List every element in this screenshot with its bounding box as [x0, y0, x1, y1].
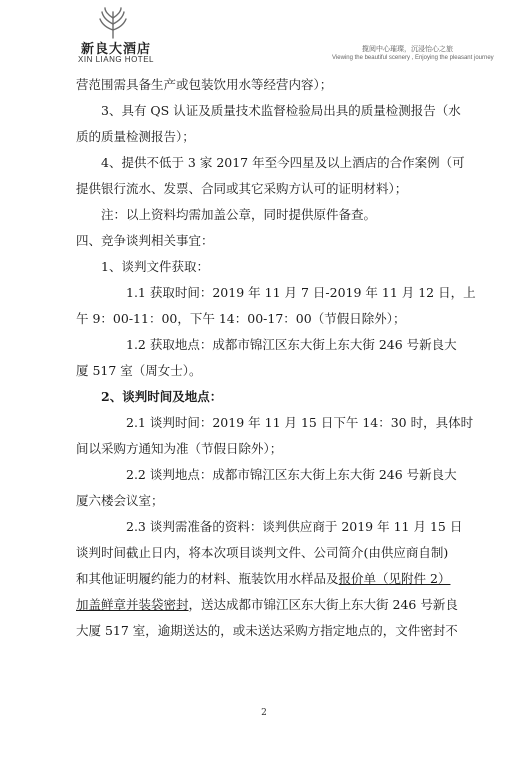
text-line: 1.2 获取地点：成都市锦江区东大街上东大街 246 号新良大	[126, 337, 457, 352]
hotel-logo-icon	[98, 6, 128, 40]
text-line: 谈判时间截止日内，将本次项目谈判文件、公司简介(由供应商自制)	[76, 545, 449, 560]
text-segment: 和其他证明履约能力的材料、瓶装饮用水样品及	[76, 571, 339, 586]
text-line: 大厦 517 室，逾期送达的，或未送达采购方指定地点的，文件密封不	[76, 623, 458, 638]
text-line: 营范围需具备生产或包装饮用水等经营内容）；	[76, 77, 333, 92]
document-body	[76, 72, 476, 644]
note-line: 注：以上资料均需加盖公章，同时提供原件备查。	[101, 207, 377, 222]
requirement-3: 3、具有 QS 认证及质量技术监督检验局出具的质量检测报告（水	[101, 103, 461, 118]
text-line: 1.1 获取时间：2019 年 11 月 7 日-2019 年 11 月 12 日，上	[126, 285, 476, 300]
section-heading: 四、竞争谈判相关事宜：	[76, 233, 214, 248]
text-line: 2.3 谈判需准备的资料：谈判供应商于 2019 年 11 月 15 日	[126, 519, 463, 534]
text-line: 厦 517 室（周女士）。	[76, 363, 202, 378]
letterhead	[0, 0, 528, 70]
slogan-cn: 揽阅中心璀璨，沉浸怡心之旅	[362, 45, 453, 53]
subsection-heading: 1、谈判文件获取：	[101, 259, 209, 274]
text-line	[76, 566, 466, 592]
requirement-4: 4、提供不低于 3 家 2017 年至今四星及以上酒店的合作案例（可	[101, 155, 465, 170]
underlined-text: 加盖鲜章并装袋密封	[76, 597, 189, 612]
text-line: 提供银行流水、发票、合同或其它采购方认可的证明材料）；	[76, 181, 408, 196]
hotel-name-en: XIN LIANG HOTEL	[78, 55, 154, 64]
text-line	[76, 592, 466, 618]
text-line: 厦六楼会议室；	[76, 493, 164, 508]
text-line: 间以采购方通知为准（节假日除外）；	[76, 441, 283, 456]
text-line: 2.2 谈判地点：成都市锦江区东大街上东大街 246 号新良大	[126, 467, 457, 482]
underlined-text: 报价单（见附件 2）	[338, 571, 451, 586]
hotel-name-cn: 新良大酒店	[80, 42, 151, 57]
subsection-heading: 2、谈判时间及地点：	[101, 389, 223, 404]
text-line: 2.1 谈判时间：2019 年 11 月 15 日下午 14：30 时，具体时	[126, 415, 474, 430]
text-line: 午 9：00-11：00，下午 14：00-17：00（节假日除外）；	[76, 311, 406, 326]
text-segment: ，送达成都市锦江区东大街上东大街 246 号新良	[188, 597, 458, 612]
slogan-en: Viewing the beautiful scenery , Enjoying the pleasant journey	[332, 55, 494, 61]
text-line: 质的质量检测报告）；	[76, 129, 195, 144]
page-number: 2	[261, 708, 267, 718]
